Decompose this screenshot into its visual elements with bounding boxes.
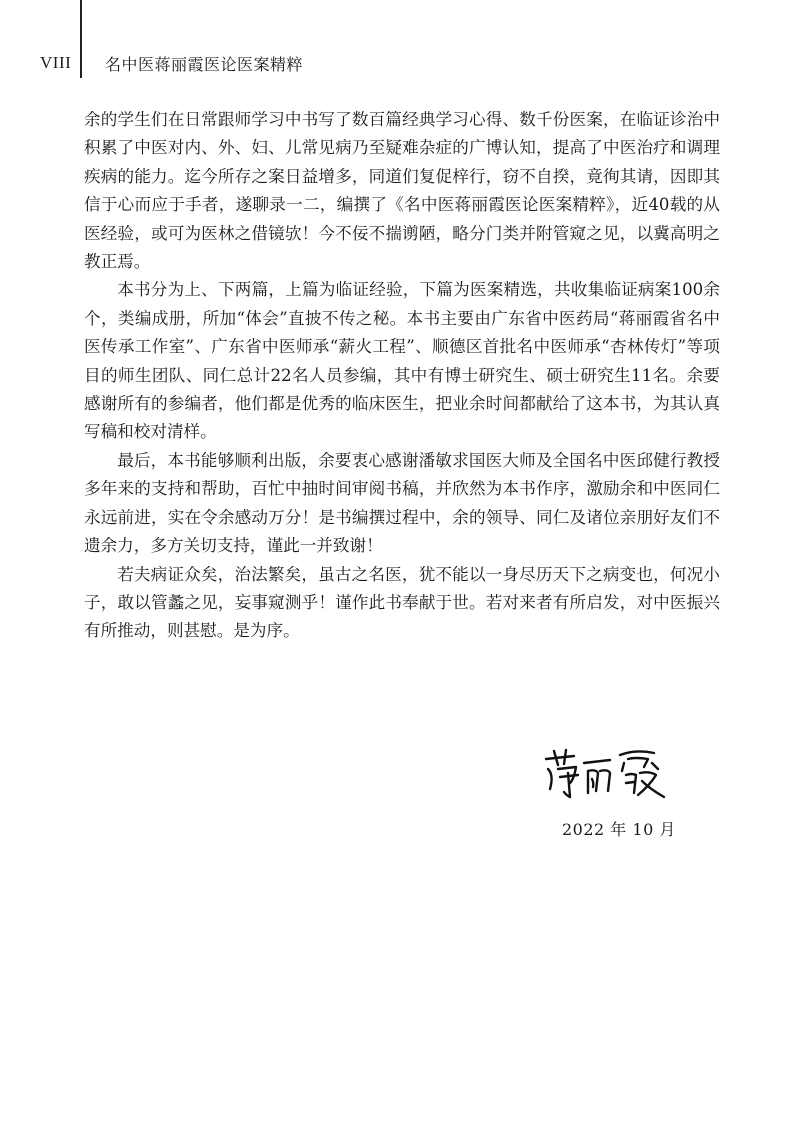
- running-header-title: 名中医蒋丽霞医论医案精粹: [105, 55, 304, 74]
- paragraph-3: 最后，本书能够顺利出版，余要衷心感谢潘敏求国医大师及全国名中医邱健行教授多年来的支持和帮助，百忙中抽时间审阅书稿，并欣然为本书作序，激励余和中医同仁永远前进，实在令余感动万分！是书编撰过程中，余的领导、同仁及诸位亲朋好友们不遗余力，多方关切支持，谨此一并致谢！: [84, 450, 720, 556]
- paragraph-4: 若夫病证众矣，治法繁矣，虽古之名医，犹不能以一身尽历天下之病变也，何况小子，敢以管蠡之见，妄事窥测乎！谨作此书奉献于世。若对来者有所启发，对中医振兴有所推动，则甚慰。是为序。: [84, 564, 720, 641]
- handwritten-signature: [540, 745, 670, 805]
- preface-body: [84, 106, 720, 646]
- preface-date: 2022 年 10 月: [562, 820, 676, 839]
- page-number: VIII: [40, 53, 72, 72]
- paragraph-1: 余的学生们在日常跟师学习中书写了数百篇经典学习心得、数千份医案，在临证诊治中积累了中医对内、外、妇、儿常见病乃至疑难杂症的广博认知，提高了中医治疗和调理疾病的能力。迄今所存之案日益增多，同道们复促梓行，窃不自揆，竟徇其请，因即其信于心而应于手者，遂聊录一二，编撰了《名中医蒋丽霞医论医案精粹》，近40载的从医经验，或可为医林之借镜欤！今不佞不揣谫陋，略分门类并附管窥之见，以冀高明之教正焉。: [84, 110, 720, 272]
- paragraph-2: 本书分为上、下两篇，上篇为临证经验，下篇为医案精选，共收集临证病案100余个，类编成册，所加“体会”直披不传之秘。本书主要由广东省中医药局“蒋丽霞省名中医传承工作室”、广东省中医师承“薪火工程”、顺德区首批名中医师承“杏林传灯”等项目的师生团队、同仁总计22名人员参编，其中有博士研究生、硕士研究生11名。余要感谢所有的参编者，他们都是优秀的临床医生，把业余时间都献给了这本书，为其认真写稿和校对清样。: [84, 280, 720, 442]
- header-rule: [80, 0, 82, 78]
